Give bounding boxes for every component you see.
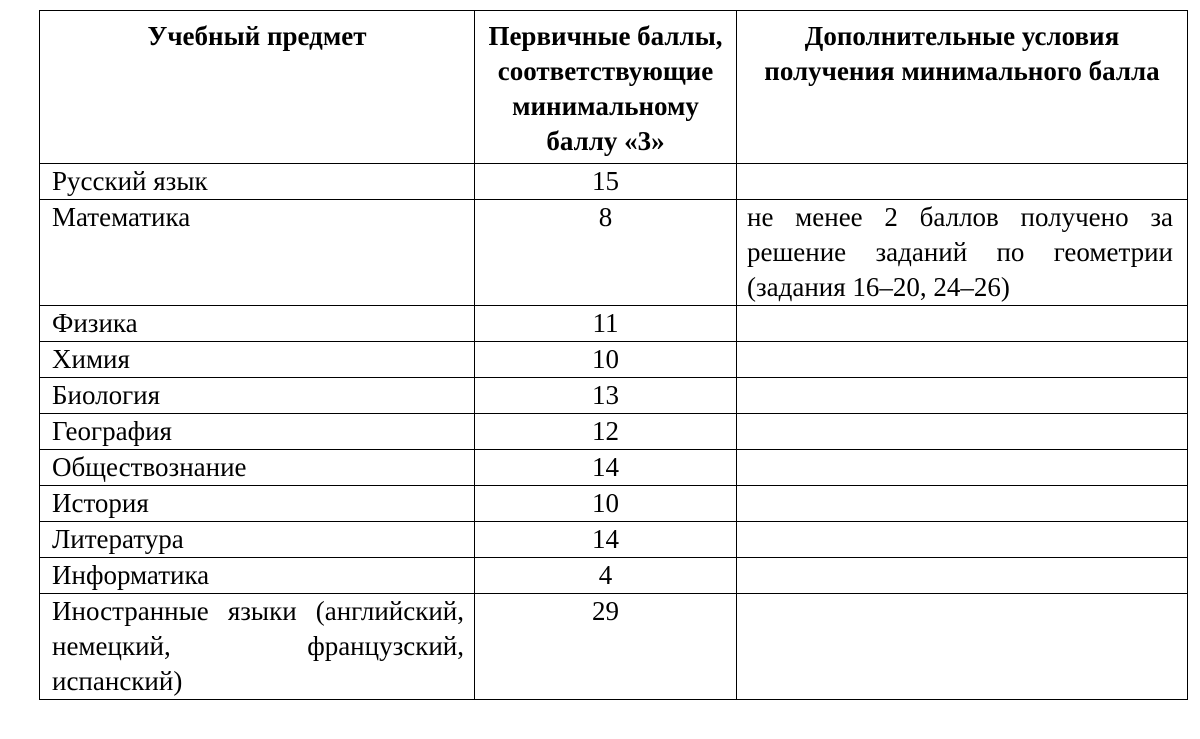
subject-cell: История (40, 486, 475, 522)
header-row (40, 11, 1188, 164)
table-row (40, 164, 1188, 200)
score-cell: 12 (475, 414, 737, 450)
conditions-cell (737, 522, 1188, 558)
score-cell: 13 (475, 378, 737, 414)
min-score-table (39, 10, 1188, 700)
table-row (40, 378, 1188, 414)
table-body (40, 164, 1188, 700)
subject-cell: Обществознание (40, 450, 475, 486)
subject-cell: Физика (40, 306, 475, 342)
subject-cell: География (40, 414, 475, 450)
score-cell: 14 (475, 522, 737, 558)
score-cell: 15 (475, 164, 737, 200)
table-row (40, 522, 1188, 558)
score-cell: 29 (475, 594, 737, 700)
conditions-cell (737, 414, 1188, 450)
conditions-cell (737, 594, 1188, 700)
subject-cell: Русский язык (40, 164, 475, 200)
subject-cell: Информатика (40, 558, 475, 594)
table-row (40, 414, 1188, 450)
table-row (40, 450, 1188, 486)
score-cell: 11 (475, 306, 737, 342)
subject-cell: Биология (40, 378, 475, 414)
conditions-cell (737, 486, 1188, 522)
subject-cell: Химия (40, 342, 475, 378)
conditions-cell (737, 342, 1188, 378)
header-additional-conditions: Дополнительные условия получения минимального балла (737, 11, 1188, 164)
subject-cell: Математика (40, 200, 475, 306)
conditions-cell (737, 378, 1188, 414)
table-header (40, 11, 1188, 164)
conditions-cell (737, 450, 1188, 486)
conditions-cell: не менее 2 баллов получено за решение заданий по геометрии (задания 16–20, 24–26) (737, 200, 1188, 306)
subject-cell: Литература (40, 522, 475, 558)
header-primary-score: Первичные баллы, соответствующие минимальному баллу «3» (475, 11, 737, 164)
score-cell: 10 (475, 342, 737, 378)
table-row (40, 306, 1188, 342)
table-row (40, 342, 1188, 378)
conditions-cell (737, 558, 1188, 594)
table-row (40, 594, 1188, 700)
table-row (40, 486, 1188, 522)
header-subject: Учебный предмет (40, 11, 475, 164)
table-row (40, 558, 1188, 594)
score-cell: 14 (475, 450, 737, 486)
conditions-cell (737, 306, 1188, 342)
table-row (40, 200, 1188, 306)
conditions-cell (737, 164, 1188, 200)
subject-cell: Иностранные языки (английский, немецкий, французский, испанский) (40, 594, 475, 700)
score-cell: 8 (475, 200, 737, 306)
score-cell: 10 (475, 486, 737, 522)
score-cell: 4 (475, 558, 737, 594)
